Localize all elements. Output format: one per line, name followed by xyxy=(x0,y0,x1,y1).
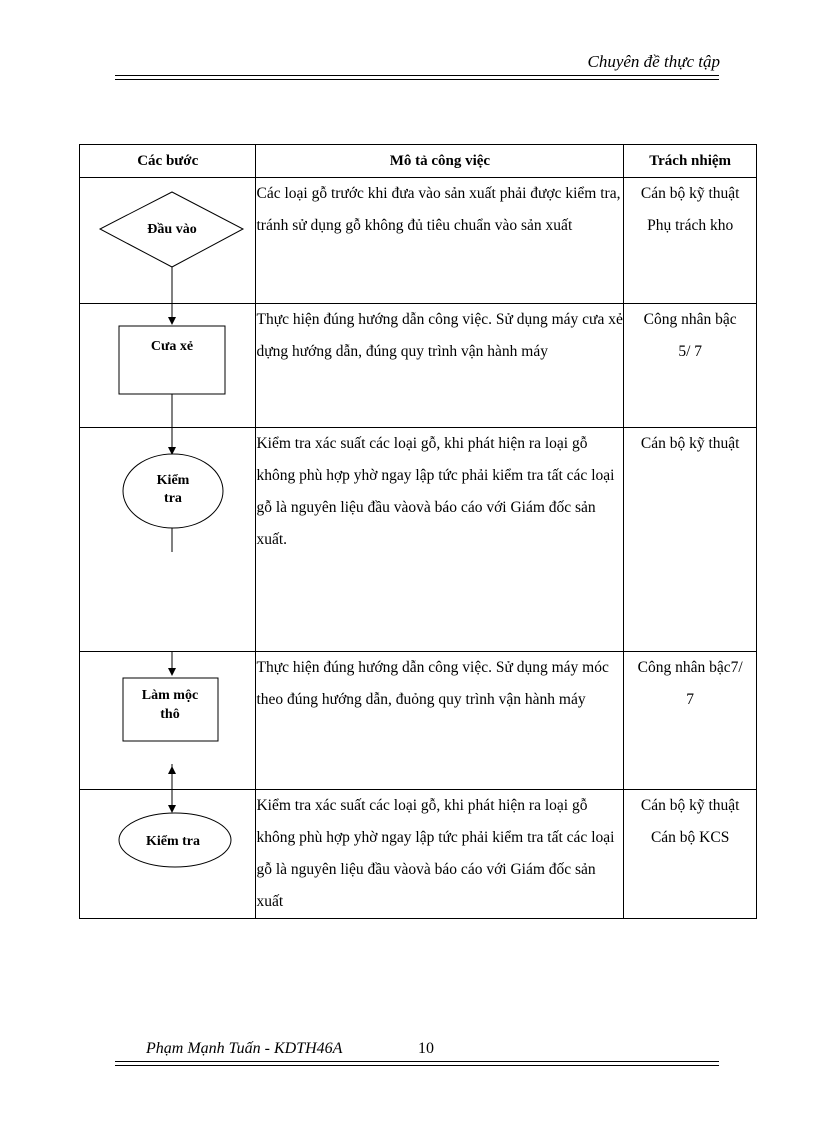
header-rule-bottom xyxy=(115,79,719,80)
flow-shape-rectangle xyxy=(80,304,256,428)
responsibility-line: Cán bộ kỹ thuật xyxy=(640,797,740,814)
responsibility-line: Công nhân bậc xyxy=(643,311,737,328)
col-header-description: Mô tả công việc xyxy=(256,145,624,178)
header-title: Chuyên đề thực tập xyxy=(587,52,720,71)
col-header-steps: Các bước xyxy=(80,145,256,178)
responsibility-cell xyxy=(624,790,757,919)
responsibility-line: Cán bộ kỹ thuật xyxy=(640,435,740,452)
table-row xyxy=(80,428,757,652)
process-table xyxy=(79,144,757,919)
step-label: Làm mộc xyxy=(141,688,199,703)
table-row xyxy=(80,178,757,304)
responsibility-line: Phụ trách kho xyxy=(647,217,734,234)
responsibility-cell xyxy=(624,178,757,304)
responsibility-cell xyxy=(624,428,757,652)
responsibility-cell xyxy=(624,652,757,790)
flow-shape-ellipse xyxy=(80,428,256,652)
description-cell: Kiểm tra xác suất các loại gỗ, khi phát hiện ra loại gỗ không phù hợp yhờ ngay lập tức phải kiểm tra tất các loại gỗ là nguyên liệu đầu vàovà báo cáo với Giám đốc sản xuất xyxy=(256,790,624,919)
step-label: Kiểm xyxy=(156,473,190,488)
step-cell xyxy=(80,652,256,790)
step-label: Cưa xẻ xyxy=(150,339,194,354)
flow-shape-rectangle xyxy=(80,652,256,790)
table-header-row xyxy=(80,145,757,178)
table-row xyxy=(80,304,757,428)
step-label: thô xyxy=(160,707,180,722)
description-cell: Các loại gỗ trước khi đưa vào sản xuất phải được kiểm tra, tránh sử dụng gỗ không đủ tiêu chuẩn vào sản xuất xyxy=(256,178,624,304)
step-label: Kiểm tra xyxy=(145,834,201,849)
step-label: tra xyxy=(164,491,182,506)
description-cell: Kiểm tra xác suất các loại gỗ, khi phát hiện ra loại gỗ không phù hợp yhờ ngay lập tức phải kiểm tra tất các loại gỗ là nguyên liệu đầu vàovà báo cáo với Giám đốc sản xuất. xyxy=(256,428,624,652)
flow-shape-diamond xyxy=(80,178,256,304)
step-cell xyxy=(80,790,256,919)
footer-rule-top xyxy=(115,1061,719,1062)
step-cell xyxy=(80,428,256,652)
responsibility-cell xyxy=(624,304,757,428)
header-rule-top xyxy=(115,75,719,76)
step-cell xyxy=(80,304,256,428)
flow-shape-ellipse xyxy=(80,790,256,917)
responsibility-line: 7 xyxy=(686,691,695,708)
page-number: 10 xyxy=(418,1040,434,1057)
footer-author: Phạm Mạnh Tuấn - KDTH46A xyxy=(146,1040,343,1057)
table-row xyxy=(80,652,757,790)
table-row xyxy=(80,790,757,919)
col-header-responsibility: Trách nhiệm xyxy=(624,145,757,178)
description-cell: Thực hiện đúng hướng dẫn công việc. Sử dụng máy móc theo đúng hướng dẫn, đuỏng quy trình vận hành máy xyxy=(256,652,624,790)
responsibility-line: Công nhân bậc7/ xyxy=(637,659,743,676)
responsibility-line: Cán bộ KCS xyxy=(650,829,730,846)
footer-rule-bottom xyxy=(115,1065,719,1066)
description-cell: Thực hiện đúng hướng dẫn công việc. Sử dụng máy cưa xẻ dựng hướng dẫn, đúng quy trình vận hành máy xyxy=(256,304,624,428)
responsibility-line: Cán bộ kỹ thuật xyxy=(640,185,740,202)
step-cell xyxy=(80,178,256,304)
step-label: Đầu vào xyxy=(147,222,197,237)
responsibility-line: 5/ 7 xyxy=(678,343,702,360)
